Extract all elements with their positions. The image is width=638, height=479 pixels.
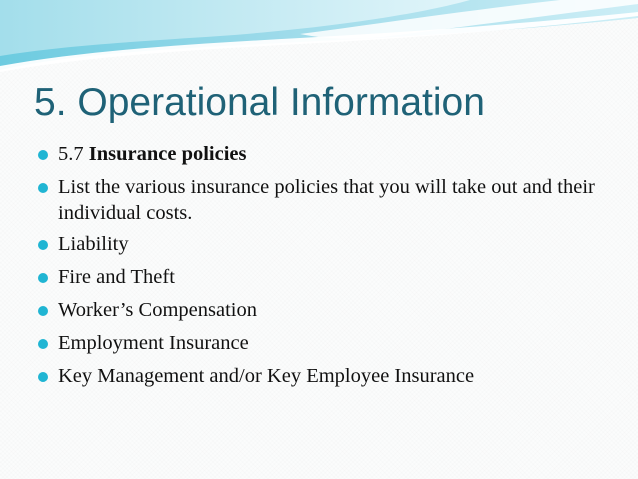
bullet-dot-icon xyxy=(38,273,48,283)
bullet-item-key-management xyxy=(38,363,598,389)
bullet-text: Employment Insurance xyxy=(58,332,249,354)
bullet-dot-icon xyxy=(38,306,48,316)
bullet-item-workers-compensation xyxy=(38,297,598,323)
decorative-wave-banner xyxy=(0,0,638,80)
bullet-dot-icon xyxy=(38,183,48,193)
section-number: 5.7 xyxy=(58,143,89,165)
slide-title: 5. Operational Information xyxy=(34,81,485,124)
bullet-text: Worker’s Compensation xyxy=(58,299,257,321)
bullet-dot-icon xyxy=(38,150,48,160)
bullet-item-insurance-policies xyxy=(38,141,598,167)
bullet-item-list-policies xyxy=(38,174,598,226)
bullet-item-employment-insurance xyxy=(38,330,598,356)
bullet-list xyxy=(38,141,598,396)
bullet-dot-icon xyxy=(38,372,48,382)
bullet-item-fire-theft xyxy=(38,264,598,290)
bullet-dot-icon xyxy=(38,240,48,250)
bullet-heading: Insurance policies xyxy=(88,143,247,165)
bullet-text: Liability xyxy=(58,233,129,255)
bullet-text: Key Management and/or Key Employee Insurance xyxy=(58,365,475,387)
bullet-text: List the various insurance policies that you will take out and their individual costs. xyxy=(58,176,595,224)
bullet-text: Fire and Theft xyxy=(58,266,175,288)
bullet-item-liability xyxy=(38,231,598,257)
bullet-dot-icon xyxy=(38,339,48,349)
